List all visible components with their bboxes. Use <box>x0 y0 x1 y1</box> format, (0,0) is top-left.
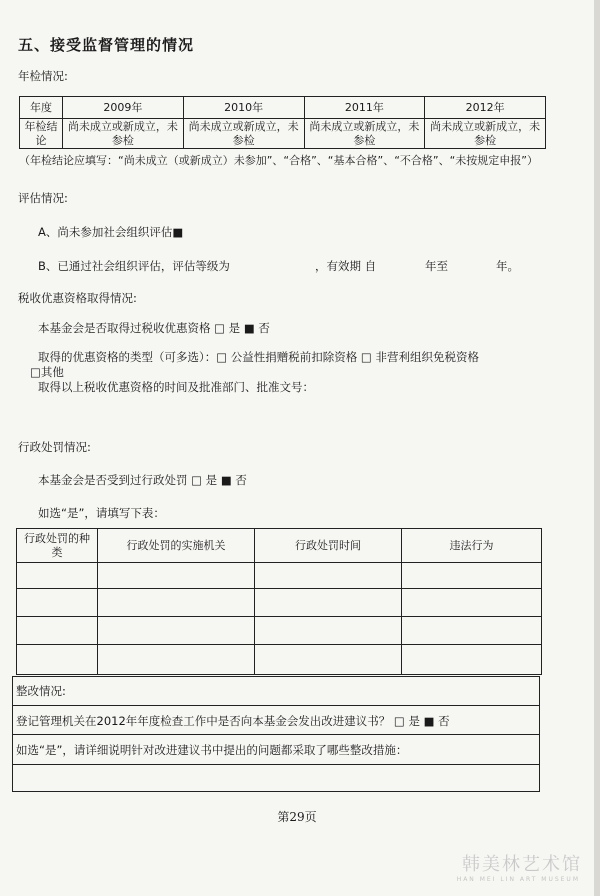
penalty-heading: 行政处罚情况: <box>18 440 91 454</box>
penalty-table <box>16 528 542 675</box>
table-cell: 尚未成立或新成立，未参检 <box>183 119 304 149</box>
table-cell: 尚未成立或新成立，未参检 <box>63 119 184 149</box>
rectification-heading: 整改情况: <box>16 684 66 698</box>
evaluation-option-b-valid: ，有效期 自 <box>315 259 377 273</box>
table-row <box>17 589 542 617</box>
table-header-cell: 2012年 <box>425 97 546 119</box>
inspection-note: （年检结论应填写：“尚未成立（或新成立）未参加”、“合格”、“基本合格”、“不合格”、“未按规定申报”） <box>19 154 538 167</box>
table-cell <box>98 563 255 589</box>
table-row <box>20 119 546 149</box>
table-cell <box>98 617 255 645</box>
table-header-cell: 2009年 <box>63 97 184 119</box>
table-row <box>17 617 542 645</box>
annual-inspection-heading: 年检情况: <box>18 69 68 83</box>
table-cell <box>17 589 98 617</box>
table-header-cell: 行政处罚时间 <box>255 529 402 563</box>
table-cell <box>98 589 255 617</box>
table-header-row <box>17 529 542 563</box>
penalty-question-2: 如选“是”，请填写下表： <box>38 506 165 520</box>
table-cell: 尚未成立或新成立，未参检 <box>425 119 546 149</box>
museum-watermark-subtitle: HAN MEI LIN ART MUSEUM <box>456 876 580 883</box>
penalty-question-1: 本基金会是否受到过行政处罚 □ 是 ■ 否 <box>38 473 247 487</box>
divider <box>12 764 540 765</box>
table-cell <box>402 563 542 589</box>
tax-question-3: 取得以上税收优惠资格的时间及批准部门、批准文号： <box>38 380 314 394</box>
table-header-cell: 行政处罚的实施机关 <box>98 529 255 563</box>
table-cell <box>255 617 402 645</box>
table-header-row <box>20 97 546 119</box>
table-cell <box>98 645 255 675</box>
tax-question-2-other: □其他 <box>30 365 64 379</box>
table-header-cell: 违法行为 <box>402 529 542 563</box>
evaluation-option-b-end: 年。 <box>496 259 519 273</box>
table-cell <box>17 563 98 589</box>
tax-question-2: 取得的优惠资格的类型（可多选）：□ 公益性捐赠税前扣除资格 □ 非营利组织免税资格 <box>38 350 479 364</box>
evaluation-option-a: A、尚未参加社会组织评估■ <box>38 225 184 239</box>
table-row <box>17 645 542 675</box>
tax-question-1: 本基金会是否取得过税收优惠资格 □ 是 ■ 否 <box>38 321 270 335</box>
table-cell <box>402 589 542 617</box>
tax-heading: 税收优惠资格取得情况: <box>18 291 137 305</box>
divider <box>12 705 540 706</box>
table-cell <box>402 617 542 645</box>
evaluation-option-b-to: 年至 <box>425 259 448 273</box>
rectification-question-2: 如选“是”，请详细说明针对改进建议书中提出的问题都采取了哪些整改措施： <box>16 743 408 757</box>
annual-inspection-table <box>19 96 546 149</box>
table-cell <box>255 589 402 617</box>
rectification-question-1: 登记管理机关在2012年年度检查工作中是否向本基金会发出改进建议书？ □ 是 ■ 否 <box>16 714 450 728</box>
table-cell <box>17 645 98 675</box>
museum-watermark: 韩美林艺术馆 <box>462 854 582 875</box>
table-header-cell: 年度 <box>20 97 63 119</box>
table-cell <box>402 645 542 675</box>
page-number: 第29页 <box>277 810 317 824</box>
table-cell <box>17 617 98 645</box>
evaluation-heading: 评估情况: <box>18 191 68 205</box>
divider <box>12 734 540 735</box>
table-row <box>17 563 542 589</box>
table-header-cell: 2011年 <box>304 97 425 119</box>
table-header-cell: 2010年 <box>183 97 304 119</box>
row-label-cell: 年检结论 <box>20 119 63 149</box>
table-cell <box>255 645 402 675</box>
table-cell <box>255 563 402 589</box>
table-header-cell: 行政处罚的种类 <box>17 529 98 563</box>
table-cell: 尚未成立或新成立，未参检 <box>304 119 425 149</box>
evaluation-option-b-prefix: B、已通过社会组织评估，评估等级为 <box>38 259 230 273</box>
section-title: 五、接受监督管理的情况 <box>18 36 195 54</box>
